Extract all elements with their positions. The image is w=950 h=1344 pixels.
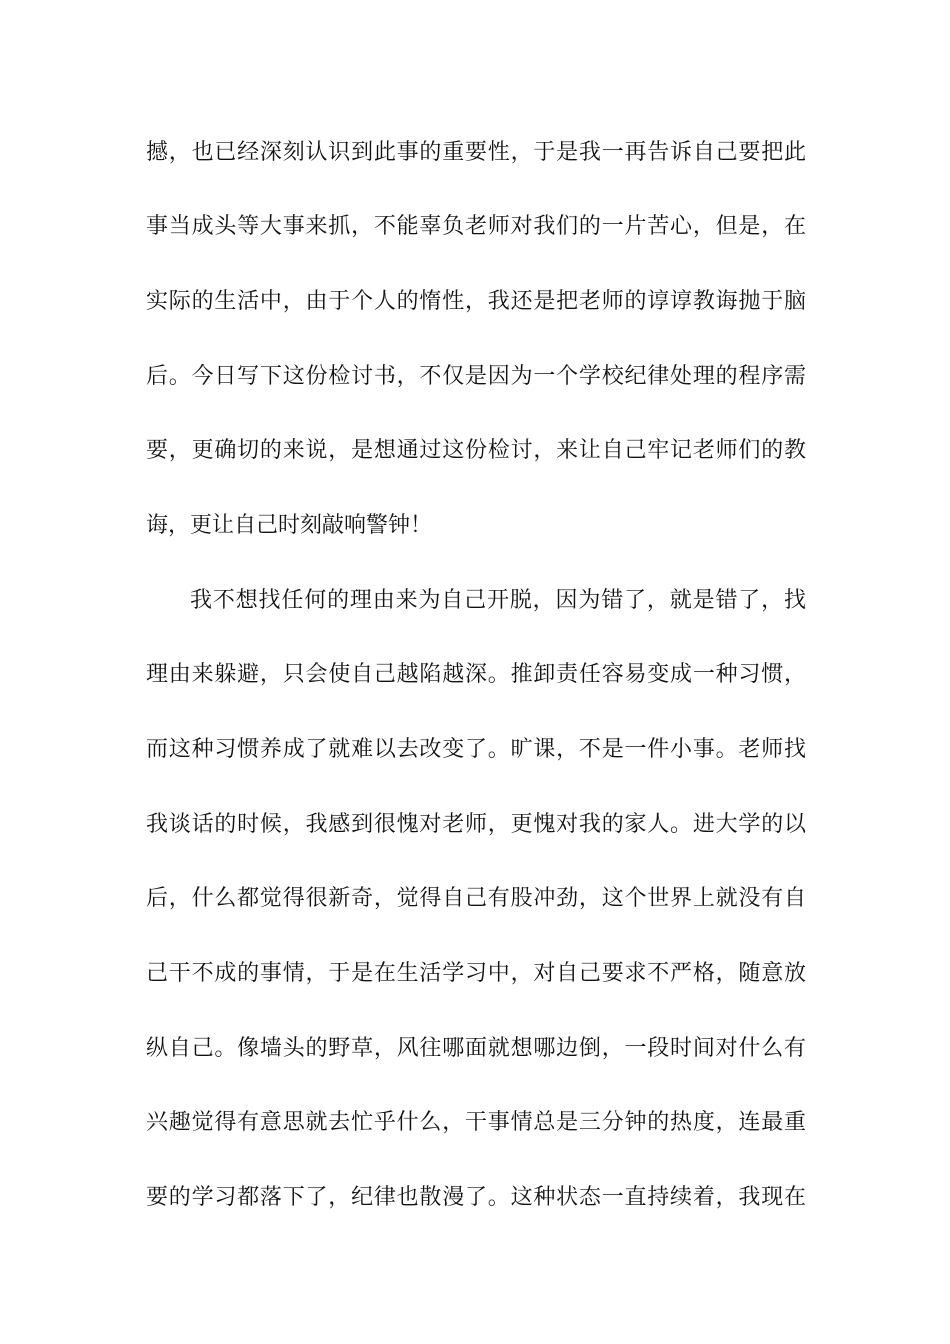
text-line-9: 而这种习惯养成了就难以去改变了。旷课，不是一件小事。老师找 bbox=[146, 737, 806, 762]
text-line-2: 事当成头等大事来抓，不能辜负老师对我们的一片苦心，但是，在 bbox=[146, 214, 806, 239]
text-line-13: 纵自己。像墙头的野草，风往哪面就想哪边倒，一段时间对什么有 bbox=[146, 1036, 806, 1061]
text-line-1: 撼，也已经深刻认识到此事的重要性，于是我一再告诉自己要把此 bbox=[146, 140, 806, 165]
text-line-10: 我谈话的时候，我感到很愧对老师，更愧对我的家人。进大学的以 bbox=[146, 812, 806, 837]
text-line-11: 后，什么都觉得很新奇，觉得自己有股冲劲，这个世界上就没有自 bbox=[146, 886, 806, 911]
text-line-14: 兴趣觉得有意思就去忙乎什么，干事情总是三分钟的热度，连最重 bbox=[146, 1110, 806, 1135]
text-line-7: 我不想找任何的理由来为自己开脱，因为错了，就是错了，找 bbox=[190, 588, 806, 613]
text-line-5: 要，更确切的来说，是想通过这份检讨，来让自己牢记老师们的教 bbox=[146, 438, 806, 463]
text-line-3: 实际的生活中，由于个人的惰性，我还是把老师的谆谆教诲抛于脑 bbox=[146, 289, 806, 314]
text-line-12: 己干不成的事情，于是在生活学习中，对自己要求不严格，随意放 bbox=[146, 961, 806, 986]
text-line-4: 后。今日写下这份检讨书，不仅是因为一个学校纪律处理的程序需 bbox=[146, 364, 806, 389]
text-line-15: 要的学习都落下了，纪律也散漫了。这种状态一直持续着，我现在 bbox=[146, 1185, 806, 1210]
text-line-8: 理由来躲避，只会使自己越陷越深。推卸责任容易变成一种习惯， bbox=[146, 662, 806, 687]
text-line-6: 诲，更让自己时刻敲响警钟！ bbox=[146, 513, 433, 538]
